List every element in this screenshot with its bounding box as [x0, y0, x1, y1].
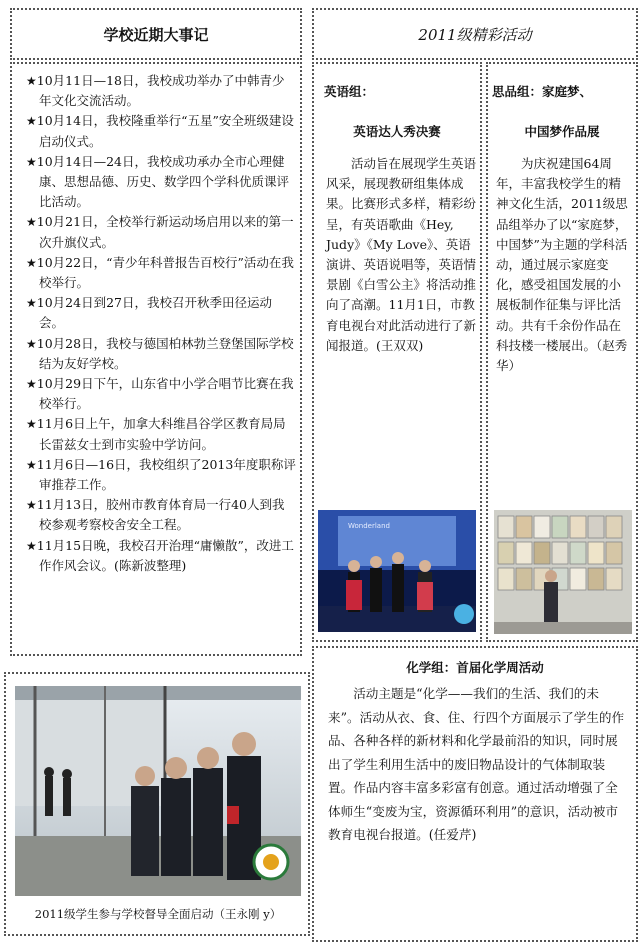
- moral-body: 为庆祝建国64周年，丰富我校学生的精神文化生活，2011级思品组举办了以“家庭梦，中国梦”为主题的学科活动，通过展示家庭变化，感受祖国发展的小展板制作征集与评比活动。共有千余份作品在科技楼一楼展出。（赵秀华）: [496, 156, 628, 374]
- english-subtitle: 英语达人秀决赛: [353, 124, 441, 139]
- list-item: ★10月29日下午，山东省中小学合唱节比赛在我校举行。: [26, 376, 294, 412]
- moral-group-label: 思品组：家庭梦、: [492, 84, 593, 99]
- list-item: ★11月13日，胶州市教育体育局一行40人到我校参观考察校舍安全工程。: [26, 497, 285, 533]
- english-photo-banner: Wonderland: [348, 522, 390, 530]
- star-icon: ★: [26, 417, 37, 432]
- events-box: [10, 62, 302, 656]
- list-item: ★11月6日—16日，我校组织了2013年度职称评审推荐工作。: [26, 456, 296, 493]
- star-icon: ★: [26, 457, 37, 472]
- star-icon: ★: [26, 296, 37, 311]
- star-icon: ★: [26, 114, 37, 129]
- events-title: 学校近期大事记: [103, 26, 209, 44]
- activities-title: 2011级精彩活动: [418, 26, 532, 44]
- photo-caption: 2011级学生参与学校督导全面启动（王永刚 y）: [34, 907, 282, 921]
- chemistry-body: 活动主题是“化学——我们的生活、我们的未来”。活动从衣、食、住、行四个方面展示了学生的作品、各种各样的新材料和化学最前沿的知识，同时展出了学生利用生活中的废旧物品设计的气体制取装置。作品内容丰富多彩富有创意。通过活动增强了全体师生“变废为宝，资源循环利用”的意识，活动被市教育电视台报道。(任爱芹): [328, 686, 625, 842]
- list-item: ★11月6日上午，加拿大科维昌谷学区教育局局长雷兹女士到市实验中学访问。: [26, 416, 286, 452]
- moral-subtitle: 中国梦作品展: [524, 124, 600, 139]
- list-item: ★11月15日晚，我校召开治理“庸懒散”，改进工作作风会议。(陈新波整理): [26, 537, 294, 573]
- list-item: ★10月21日，全校举行新运动场启用以来的第一次升旗仪式。: [26, 214, 294, 250]
- english-group-box: [312, 62, 482, 642]
- star-icon: ★: [26, 538, 37, 553]
- supervision-photo-box: [4, 672, 310, 936]
- english-body: 活动旨在展现学生英语风采，展现教研组集体成果。比赛形式多样，精彩纷呈，有英语歌曲《Hey, Judy》《My Love》、英语演讲、英语说唱等，英语情景剧《白雪公主》将活动推向了高潮。11月1日，市教育电视台对此活动进行了新闻报道。(王双双): [326, 156, 477, 353]
- star-icon: ★: [26, 154, 37, 169]
- star-icon: ★: [26, 74, 37, 88]
- supervision-photo: [15, 686, 301, 896]
- star-icon: ★: [26, 336, 37, 351]
- events-title-box: [10, 8, 302, 60]
- list-item: ★10月24日到27日，我校召开秋季田径运动会。: [26, 295, 272, 331]
- list-item: ★10月14日，我校隆重举行“五星”安全班级建设启动仪式。: [26, 113, 294, 149]
- english-group-label: 英语组：: [324, 84, 375, 99]
- english-photo: [318, 510, 476, 632]
- list-item: ★10月22日，“青少年科普报告百校行”活动在我校举行。: [26, 254, 294, 291]
- chemistry-group-box: [312, 646, 638, 942]
- moral-group-box: [486, 62, 638, 642]
- star-icon: ★: [26, 498, 37, 513]
- list-item: ★10月14日—24日，我校成功承办全市心理健康、思想品德、历史、数学四个学科优质课评比活动。: [26, 153, 290, 210]
- star-icon: ★: [26, 255, 37, 270]
- moral-photo: [494, 510, 632, 634]
- activities-title-box: [312, 8, 638, 60]
- events-list: [26, 71, 296, 576]
- chemistry-title: 化学组：首届化学周活动: [406, 660, 544, 675]
- star-icon: ★: [26, 377, 37, 392]
- star-icon: ★: [26, 215, 37, 230]
- list-item: ★10月11日—18日，我校成功举办了中韩青少年文化交流活动。: [26, 73, 285, 109]
- list-item: ★10月28日，我校与德国柏林勃兰登堡国际学校结为友好学校。: [26, 335, 294, 371]
